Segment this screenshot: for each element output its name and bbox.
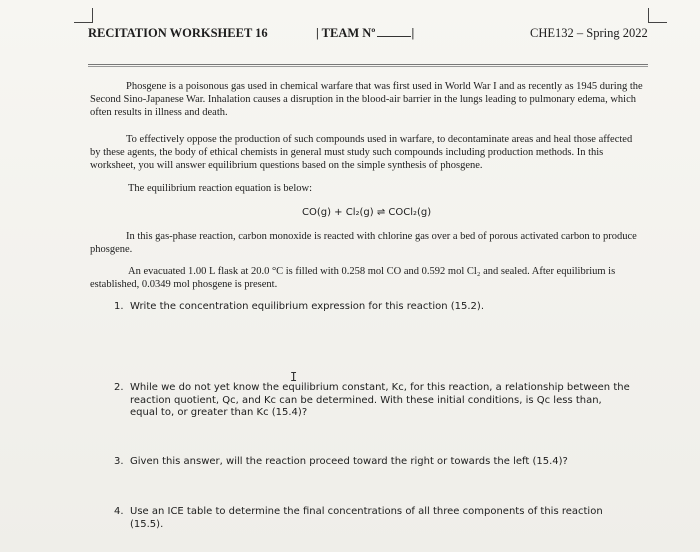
crop-mark-right [648, 8, 667, 23]
team-end: | [411, 26, 415, 40]
question-text: Use an ICE table to determine the final concentrations of all three components of this reaction (15.5). [130, 506, 603, 530]
intro-paragraph: Phosgene is a poisonous gas used in chemical warfare that was first used in World War I and as recently as 1945 during the Second Sino-Japanese War. Inhalation causes a disruption in the blood-air barrier in the lungs leading to pulmonary edema, which often results in illness and death. [90, 81, 643, 118]
team-label: | TEAM Nº [316, 26, 376, 40]
crop-mark-left [74, 8, 93, 23]
text-cursor-icon: I [290, 370, 298, 384]
team-number-field[interactable] [316, 26, 414, 41]
question-text: Write the concentration equilibrium expression for this reaction (15.2). [130, 301, 484, 312]
team-blank[interactable] [377, 27, 411, 37]
question-number: 4. [114, 506, 124, 517]
question-1 [114, 301, 634, 314]
course-label: CHE132 – Spring 2022 [530, 26, 648, 40]
question-text: While we do not yet know the equilibrium constant, Kc, for this reaction, a relationship between the reaction quotient, Qc, and Kc can be determined. With these initial conditions, is Qc less than, equal to, or greater than Kc (15.4)? [130, 382, 630, 418]
reaction-description: In this gas-phase reaction, carbon monoxide is reacted with chlorine gas over a bed of porous activated carbon to produce phosgene. [90, 231, 637, 255]
reaction-equation: CO(g) + Cl₂(g) ⇌ COCl₂(g) [302, 207, 432, 218]
question-text: Given this answer, will the reaction proceed toward the right or towards the left (15.4)? [130, 456, 568, 467]
setup-paragraph: An evacuated 1.00 L flask at 20.0 °C is filled with 0.258 mol CO and 0.592 mol Cl₂ and sealed. After equilibrium is established, 0.0349 mol phosgene is present. [90, 266, 616, 290]
question-number: 1. [114, 301, 124, 312]
purpose-paragraph: To effectively oppose the production of such compounds used in warfare, to decontaminate areas and heal those affected by these agents, the body of ethical chemists in general must study such compounds including production methods. In this worksheet, you will answer equilibrium questions based on the simple synthesis of phosgene. [90, 134, 633, 171]
header-divider [88, 64, 648, 67]
question-2 [114, 382, 634, 420]
question-4 [114, 506, 634, 531]
question-3 [114, 456, 634, 469]
worksheet-title: RECITATION WORKSHEET 16 [88, 26, 268, 40]
equation-intro: The equilibrium reaction equation is below: [128, 183, 312, 194]
question-number: 2. [114, 382, 124, 393]
question-number: 3. [114, 456, 124, 467]
